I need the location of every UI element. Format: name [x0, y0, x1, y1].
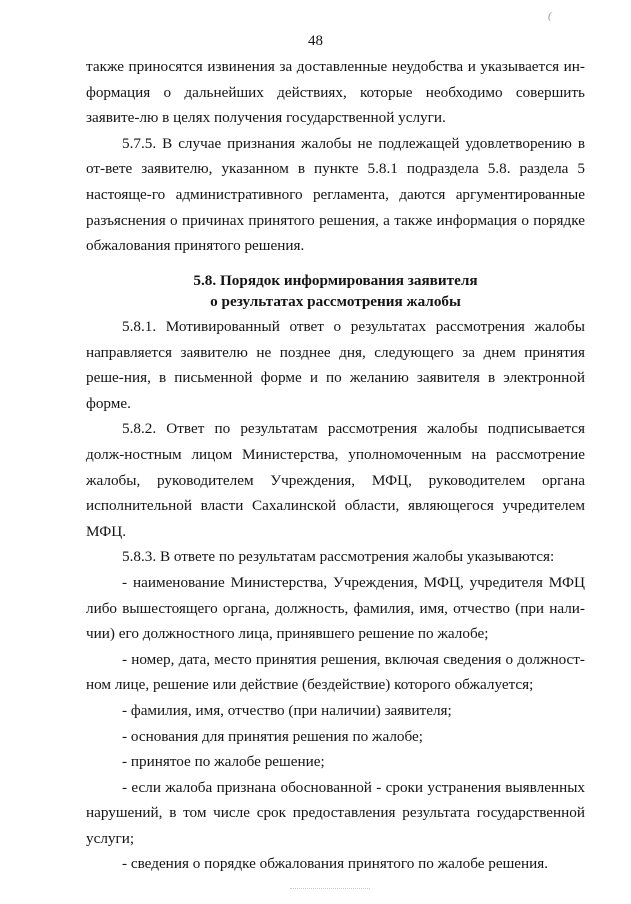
list-item: - основания для принятия решения по жалобе;	[122, 727, 423, 745]
paragraph-5-8-2: 5.8.2. Ответ по результатам рассмотрения жалобы подписывается долж-ностным лицом Министерства, уполномоченным на рассмотрение жалобы, руководителем Учреждения, МФЦ, руководителем органа исполнительной власти Сахалинской области, являющегося учредителем МФЦ.	[86, 420, 585, 540]
section-heading-5-8	[86, 270, 585, 312]
list-item: - наименование Министерства, Учреждения, МФЦ, учредителя МФЦ либо вышестоящего органа, должность, фамилия, имя, отчество (при нали-чии) его должностного лица, принявшего решение по жалобе;	[86, 573, 585, 643]
paragraph-5-8-3: 5.8.3. В ответе по результатам рассмотрения жалобы указываются:	[122, 548, 555, 566]
list-item: - принятое по жалобе решение;	[122, 753, 325, 771]
stray-scan-mark: (	[548, 10, 552, 22]
section-heading-line-2: о результатах рассмотрения жалобы	[210, 293, 461, 310]
section-heading-line-1: 5.8. Порядок информирования заявителя	[193, 272, 478, 289]
scan-artifact-dots	[290, 888, 370, 891]
page-number: 48	[308, 33, 323, 49]
list-item: - сведения о порядке обжалования принятого по жалобе решения.	[122, 855, 549, 873]
paragraph-5-7-5: 5.7.5. В случае признания жалобы не подлежащей удовлетворению в от-вете заявителю, указанном в пункте 5.8.1 подраздела 5.8. раздела 5 настояще-го административного регламента, даются аргументированные разъяснения о причинах принятого решения, а также информация о порядке обжалования принятого решения.	[86, 134, 585, 255]
list-item: - фамилия, имя, отчество (при наличии) заявителя;	[122, 701, 452, 719]
paragraph-continuation: также приносятся извинения за доставленные неудобства и указывается ин-формация о дальнейших действиях, которые необходимо совершить заявите-лю в целях получения государственной услуги.	[86, 58, 585, 127]
section-text-block	[86, 314, 585, 877]
paragraph-5-8-1: 5.8.1. Мотивированный ответ о результатах рассмотрения жалобы направляется заявителю не позднее дня, следующего за днем принятия реше-ния, в письменной форме и по желанию заявителя в электронной форме.	[86, 318, 585, 412]
list-item: - номер, дата, место принятия решения, включая сведения о должност-ном лице, решение или действие (бездействие) которого обжалуется;	[86, 650, 585, 694]
list-item: - если жалоба признана обоснованной - сроки устранения выявленных нарушений, в том числе срок предоставления результата государственной услуги;	[86, 778, 585, 847]
top-text-block	[86, 54, 585, 259]
